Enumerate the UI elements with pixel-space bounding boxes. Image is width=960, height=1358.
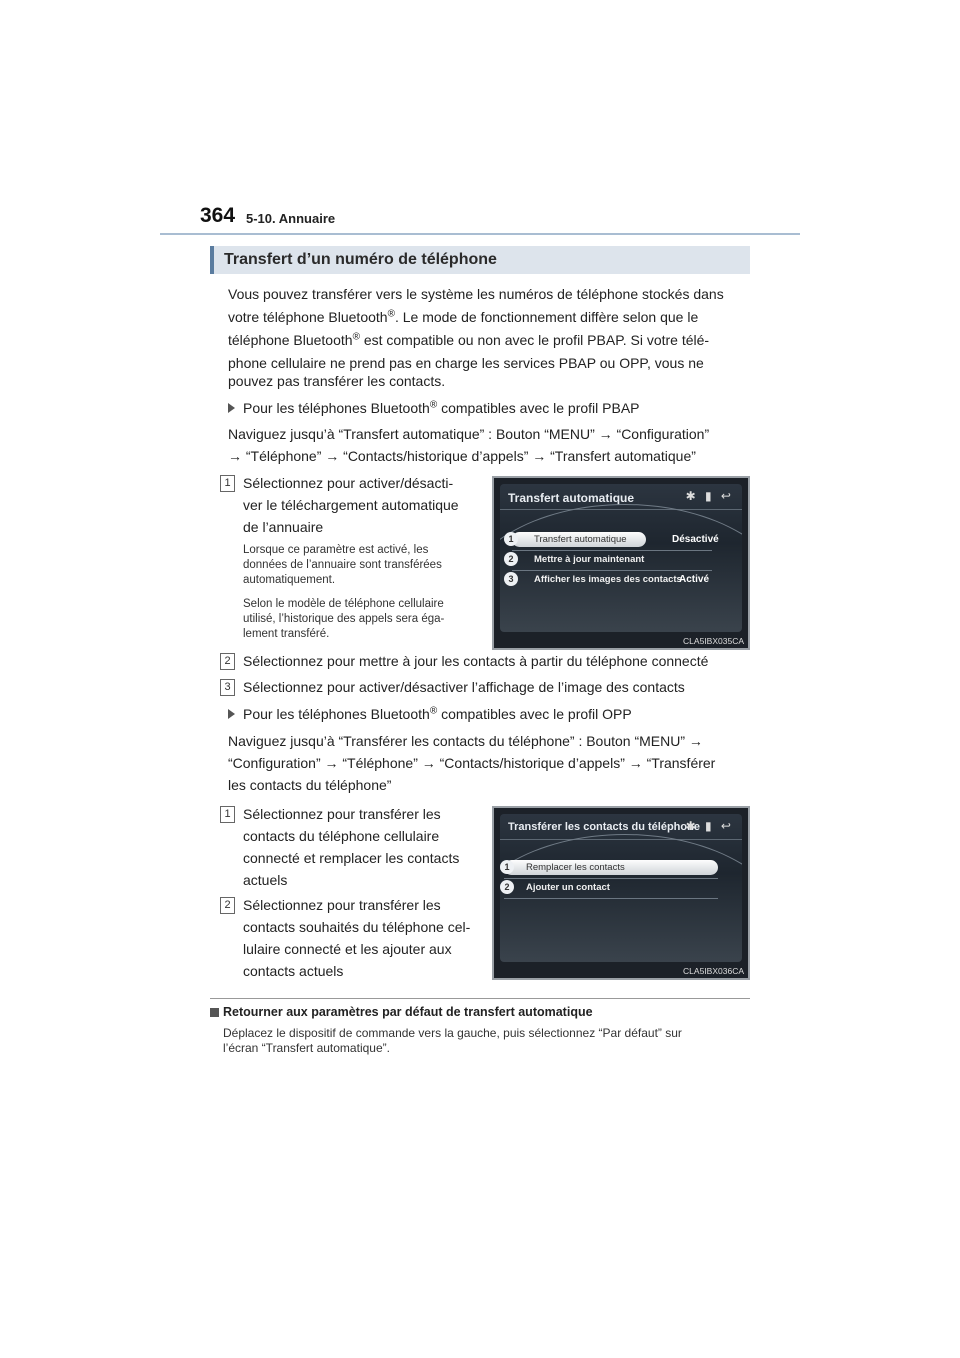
screen-title: Transfert automatique [508,491,635,505]
step-number: 3 [220,679,235,696]
screen-display [500,814,742,962]
opp-step2-line-1: Sélectionnez pour transférer les [243,897,441,913]
option-remplacer-contacts[interactable]: Remplacer les contacts [504,860,718,875]
opp-navigation-line-2: “Configuration” → “Téléphone” → “Contacts/historique d’appels” → “Transférer [228,755,716,771]
opp-step1-line-2: contacts du téléphone cellulaire [243,828,440,844]
pbap-step3: Sélectionnez pour activer/désactiver l’affichage de l’image des contacts [243,679,685,695]
figure-caption-code: CLA5IBX035CA [683,636,744,646]
pbap-navigation-line-2: → “Téléphone” → “Contacts/historique d’appels” → “Transfert automatique” [228,448,696,464]
pbap-note1-line-1: Lorsque ce paramètre est activé, les [243,544,429,556]
opp-bullet: Pour les téléphones Bluetooth® compatibles avec le profil OPP [228,703,632,725]
pbap-note1-line-3: automatiquement. [243,574,336,586]
callout-badge-1: 1 [500,860,514,874]
step-number: 1 [220,806,235,823]
status-bluetooth-signal-back-icons: ✱ ▮ ↩ [685,489,734,503]
option-transfert-automatique[interactable]: Transfert automatique [512,532,646,547]
pbap-note2-line-3: lement transféré. [243,628,330,640]
pbap-navigation-line-1: Naviguez jusqu’à “Transfert automatique” : Bouton “MENU” → “Configuration” [228,426,710,442]
pbap-step1-line-1: Sélectionnez pour activer/désacti- [243,475,454,491]
opp-step1-line-3: connecté et remplacer les contacts [243,850,460,866]
option-ajouter-contact[interactable]: Ajouter un contact [526,882,610,893]
opp-navigation-line-1: Naviguez jusqu’à “Transférer les contacts du téléphone” : Bouton “MENU” → [228,733,703,749]
intro-line-3: téléphone Bluetooth® est compatible ou non avec le profil PBAP. Si votre télé- [228,331,710,348]
transferer-contacts-screenshot [492,806,750,980]
note-divider [210,998,750,999]
intro-line-2: votre téléphone Bluetooth®. Le mode de fonctionnement diffère selon que le [228,308,699,325]
opp-navigation-line-3: les contacts du téléphone” [228,777,392,793]
screen-title: Transférer les contacts du téléphone [508,821,700,833]
callout-badge-2: 2 [500,880,514,894]
bullet-triangle-icon [228,709,235,719]
bullet-triangle-icon [228,403,235,413]
option-afficher-images[interactable]: Afficher les images des contacts [534,574,682,585]
section-reference: 5-10. Annuaire [246,211,336,226]
row-divider [512,550,712,551]
intro-line-4: phone cellulaire ne prend pas en charge les services PBAP ou OPP, vous ne [228,355,704,371]
opp-step2-line-2: contacts souhaités du téléphone cel- [243,919,471,935]
note-line-1: Déplacez le dispositif de commande vers la gauche, puis sélectionnez “Par défaut” sur [223,1026,682,1040]
option-value-desactive: Désactivé [672,534,719,545]
option-value-active: Activé [679,574,710,585]
callout-badge-2: 2 [504,552,518,566]
status-bluetooth-signal-back-icons: ✱ ▮ ↩ [685,819,734,833]
screen-display [500,484,742,632]
section-title-accent [210,246,214,274]
pbap-step1-line-3: de l’annuaire [243,519,324,535]
screen-arc-decoration [500,504,742,632]
pbap-bullet: Pour les téléphones Bluetooth® compatibles avec le profil PBAP [228,397,640,419]
figure-caption-code: CLA5IBX036CA [683,966,744,976]
intro-line-1: Vous pouvez transférer vers le système les numéros de téléphone stockés dans [228,286,724,302]
pbap-note2-line-2: utilisé, l’historique des appels sera éga- [243,613,445,625]
option-mettre-a-jour[interactable]: Mettre à jour maintenant [534,554,645,565]
intro-line-5: pouvez pas transférer les contacts. [228,373,446,389]
opp-step1-line-1: Sélectionnez pour transférer les [243,806,441,822]
row-divider [504,898,718,899]
row-divider [504,878,718,879]
header-divider [160,233,800,235]
pbap-step1-line-2: ver le téléchargement automatique [243,497,459,513]
step-number: 1 [220,475,235,492]
pbap-step2: Sélectionnez pour mettre à jour les contacts à partir du téléphone connecté [243,653,709,669]
step-number: 2 [220,897,235,914]
opp-step2-line-3: lulaire connecté et les ajouter aux [243,941,452,957]
section-title: Transfert d’un numéro de téléphone [224,251,497,268]
page-number: 364 [200,204,236,227]
note-line-2: l’écran “Transfert automatique”. [223,1041,390,1055]
step-number: 2 [220,653,235,670]
opp-step2-line-4: contacts actuels [243,963,344,979]
transfert-automatique-screenshot [492,476,750,650]
note-square-bullet-icon [210,1008,219,1017]
opp-step1-line-4: actuels [243,872,288,888]
row-divider [512,570,712,571]
callout-badge-1: 1 [504,532,518,546]
pbap-note1-line-2: données de l’annuaire sont transférées [243,559,442,571]
note-heading: Retourner aux paramètres par défaut de transfert automatique [223,1005,593,1019]
callout-badge-3: 3 [504,572,518,586]
pbap-note2-line-1: Selon le modèle de téléphone cellulaire [243,598,444,610]
